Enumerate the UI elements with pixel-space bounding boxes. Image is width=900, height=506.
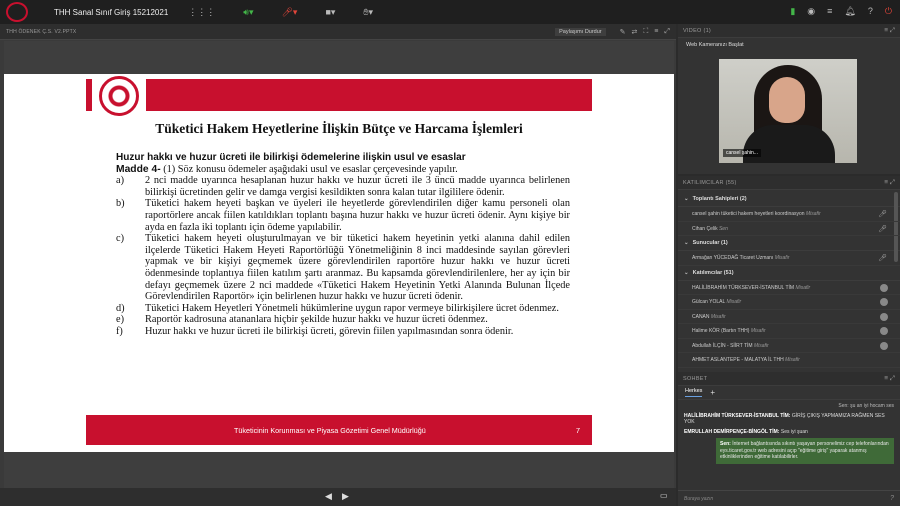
slide-body bbox=[116, 152, 570, 338]
status-icon bbox=[880, 298, 888, 306]
camera-icon[interactable]: ■▾ bbox=[325, 6, 336, 17]
fullscreen-icon[interactable]: ▭ bbox=[660, 491, 668, 500]
group-presenters[interactable]: ⌄ Sunucular (1) bbox=[678, 236, 900, 251]
hand-raise-icon[interactable]: ✋︎▾ bbox=[363, 6, 374, 17]
slide-footer-text: Tüketicinin Korunması ve Piyasa Gözetimi Genel Müdürlüğü bbox=[234, 425, 426, 435]
section-heading: Huzur hakkı ve huzur ücreti ile bilirkişi ödemelerine ilişkin usul ve esaslar bbox=[116, 152, 466, 163]
chevron-down-icon: ⌄ bbox=[684, 196, 689, 202]
chat-message-own: Sen: İnternet bağlantısında sıkıntı yaşayan personelimiz cep telefonlarından eys.ticaret.gov.tr web adresini açıp "eğitime giriş" yaparak atanmış etkinliklerinden eğitime katılabilirler. bbox=[716, 438, 894, 464]
status-icon bbox=[880, 342, 888, 350]
chat-message: EMRULLAH DEMİRPENÇE-BİNGÖL TİM: Ses iyi şuan bbox=[684, 428, 808, 435]
madde-line bbox=[116, 164, 570, 176]
attendee-row[interactable]: CANAN Misafir bbox=[678, 310, 900, 325]
chat-pod-title: SOHBET bbox=[683, 375, 708, 382]
attendees-pod-title: KATILIMCILAR (55) bbox=[683, 179, 737, 186]
status-icon bbox=[880, 284, 888, 292]
attendee-row[interactable]: cansel şahin tüketici hakem heyetleri koordinasyon Misafir 🎤︎ bbox=[678, 207, 900, 222]
madde-label: Madde 4- bbox=[116, 163, 161, 175]
power-icon[interactable]: ⏻ bbox=[884, 6, 892, 16]
status-icon bbox=[880, 313, 888, 321]
app-logo-icon bbox=[6, 2, 28, 22]
attendee-row[interactable]: AHMET ASLANTEPE - MALATYA İL THH Misafir bbox=[678, 353, 900, 368]
video-feed bbox=[719, 59, 857, 163]
group-participants[interactable]: ⌄ Katılımcılar (51) bbox=[678, 266, 900, 281]
share-pod-title: THH ÖDENEK Ç.S. V2.PPTX bbox=[6, 28, 77, 35]
tab-everyone[interactable]: Herkes bbox=[685, 388, 702, 397]
right-panel bbox=[678, 24, 900, 506]
help-icon[interactable]: ? bbox=[890, 495, 894, 502]
bell-icon[interactable]: 🔔︎ bbox=[844, 6, 856, 16]
list-item: f) Huzur hakkı ve huzur ücreti ile bilirkişi ücreti, görevin fiilen yapılmasından sonra ödenir. bbox=[116, 325, 514, 337]
attendee-row[interactable]: Gülcan YOLAL Misafir bbox=[678, 295, 900, 310]
chevron-down-icon: ⌄ bbox=[684, 269, 689, 276]
attendee-row[interactable]: Armağan YÜCEDAĞ Ticaret Uzmanı Misafir 🎤︎ bbox=[678, 251, 900, 266]
pod-options-icon[interactable]: ≡ ⤢ bbox=[884, 26, 895, 34]
attendees-pod bbox=[678, 176, 900, 394]
fit-icon[interactable]: ⛶ bbox=[643, 27, 649, 35]
group-hosts[interactable]: ⌄ Toplantı Sahipleri (2) bbox=[678, 192, 900, 207]
maximize-icon[interactable]: ⤢ bbox=[664, 27, 670, 35]
pod-menu-icon[interactable]: ≡ bbox=[654, 28, 659, 35]
meeting-title: THH Sanal Sınıf Giriş 15212021 bbox=[54, 7, 169, 17]
pen-icon[interactable]: ✎ bbox=[619, 28, 626, 36]
slide-footer-band bbox=[86, 415, 592, 445]
meeting-topbar bbox=[0, 0, 900, 24]
stop-sharing-button[interactable]: Paylaşımı Durdur bbox=[555, 28, 606, 36]
sync-icon[interactable]: ⇄ bbox=[631, 28, 638, 36]
network-icon[interactable]: ◉ bbox=[807, 6, 816, 16]
video-pod-title: VIDEO (1) bbox=[683, 27, 712, 34]
next-slide-icon[interactable]: ▶︎ bbox=[342, 491, 349, 501]
list-item: a) 2 nci madde uyarınca hesaplanan huzur hakkı ve huzur ücreti ile 3 üncü madde uyarınca belirlenen bilirkişi ücretinden gelir ve damga vergisi kesildikten sonra kalan tutar ilgililere ödenir. bbox=[116, 175, 570, 198]
chat-pod bbox=[678, 372, 900, 506]
slide-navigation bbox=[0, 488, 676, 506]
slide-letterbox-top bbox=[4, 41, 674, 74]
list-item: c) Tüketici hakem heyeti oluşturulmayan ve bir tüketici hakem heyetinin yetki alanına dahil edilen ilçelerde Tüketici Hakem Heyeti Raportörlüğü Yönetmeliğinin 8 inci maddesinde sayılan görevleri yapmak ve bir kişiyi geçmemek üzere görevlendirilen raportöre huzur hakkı ve huzur ücreti ödenmesinde toplantıya fiilen katılım şartı aranmaz. Bu kapsamda görevlendirilenlere, her ay için bir defayı geçmemek üzere 2 nci maddede «Tüketici Hakem Heyetinin Yetki Alanında Bulunan İlçede Görevlendirilen Raportör» için belirlenen huzur hakkı ve huzur ücreti ödenir. bbox=[116, 233, 570, 303]
status-icon bbox=[880, 327, 888, 335]
list-item: e) Raportör kadrosuna atananlara hiçbir şekilde huzur hakkı ve huzur ücreti ödenmez. bbox=[116, 314, 488, 326]
list-item: d) Tüketici Hakem Heyetleri Yönetmeli hükümlerine uygun rapor vermeye bilirkişilere ücret ödenmez. bbox=[116, 302, 559, 314]
slide-page-number: 7 bbox=[575, 425, 580, 435]
attendee-row[interactable]: Abdullah İLÇİN - SİİRT TİM Misafir bbox=[678, 339, 900, 354]
mic-icon: 🎤︎ bbox=[878, 255, 887, 262]
help-icon[interactable]: ? bbox=[867, 6, 873, 16]
presentation-slide bbox=[4, 74, 674, 452]
pod-options-icon[interactable]: ≡ ⤢ bbox=[884, 178, 895, 186]
mic-icon: 🎤︎ bbox=[878, 211, 887, 218]
mic-muted-icon[interactable]: 🎤︎▾ bbox=[281, 6, 298, 17]
attendee-row[interactable]: Cihan Çelik Sen 🎤︎ bbox=[678, 222, 900, 237]
ministry-emblem-icon bbox=[92, 74, 146, 118]
chat-message: Sen: şu an iyi hocam ses bbox=[838, 403, 894, 409]
attendee-row[interactable]: Halime KÖR (Bartın THH) Misafir bbox=[678, 324, 900, 339]
signal-icon: ▮ bbox=[790, 6, 796, 16]
madde-text: (1) Söz konusu ödemeler aşağıdaki usul ve esaslar çerçevesinde yapılır. bbox=[160, 163, 458, 175]
slide-header-band bbox=[86, 79, 592, 111]
slide-letterbox-bottom bbox=[4, 452, 674, 488]
menu-icon[interactable]: ≡ bbox=[827, 6, 833, 16]
pod-options-icon[interactable]: ≡ ⤢ bbox=[884, 374, 895, 382]
slide-title: Tüketici Hakem Heyetlerine İlişkin Bütçe ve Harcama İşlemleri bbox=[155, 121, 523, 136]
video-participant-label: cansel şahin... bbox=[723, 149, 761, 157]
video-pod bbox=[678, 24, 900, 174]
add-chat-tab-icon[interactable]: + bbox=[710, 388, 716, 397]
apps-grid-icon[interactable]: ⋮⋮⋮ bbox=[188, 6, 216, 17]
attendee-row[interactable]: HALİLİBRAHİM TÜRKSEVER-İSTANBUL TİM Misafir bbox=[678, 281, 900, 296]
list-item: b) Tüketici hakem heyeti başkan ve üyeleri ile heyetlerde görevlendirilen diğer kamu personeli olan raportörlere ancak fiilen katıldıkları toplantı başına huzur hakkı ve huzur ücreti ödenir. Aynı kişiye bir ayda en fazla iki toplantı için ödeme yapılabilir. bbox=[116, 198, 570, 233]
share-pod-header bbox=[0, 24, 676, 40]
mic-icon: 🎤︎ bbox=[878, 225, 887, 233]
chevron-down-icon: ⌄ bbox=[684, 240, 689, 246]
speaker-icon[interactable]: 🔊︎▾ bbox=[243, 6, 254, 17]
chat-input[interactable]: Buraya yazın ? bbox=[678, 490, 900, 506]
start-webcam-button[interactable]: Web Kameranızı Başlat bbox=[686, 42, 744, 48]
previous-slide-icon[interactable]: ◀︎ bbox=[325, 491, 332, 501]
chat-message: HALİLİBRAHİM TÜRKSEVER-İSTANBUL TİM: GİRİŞ ÇIKIŞ YAPMAMIZA RAĞMEN SES YOK bbox=[684, 412, 885, 425]
